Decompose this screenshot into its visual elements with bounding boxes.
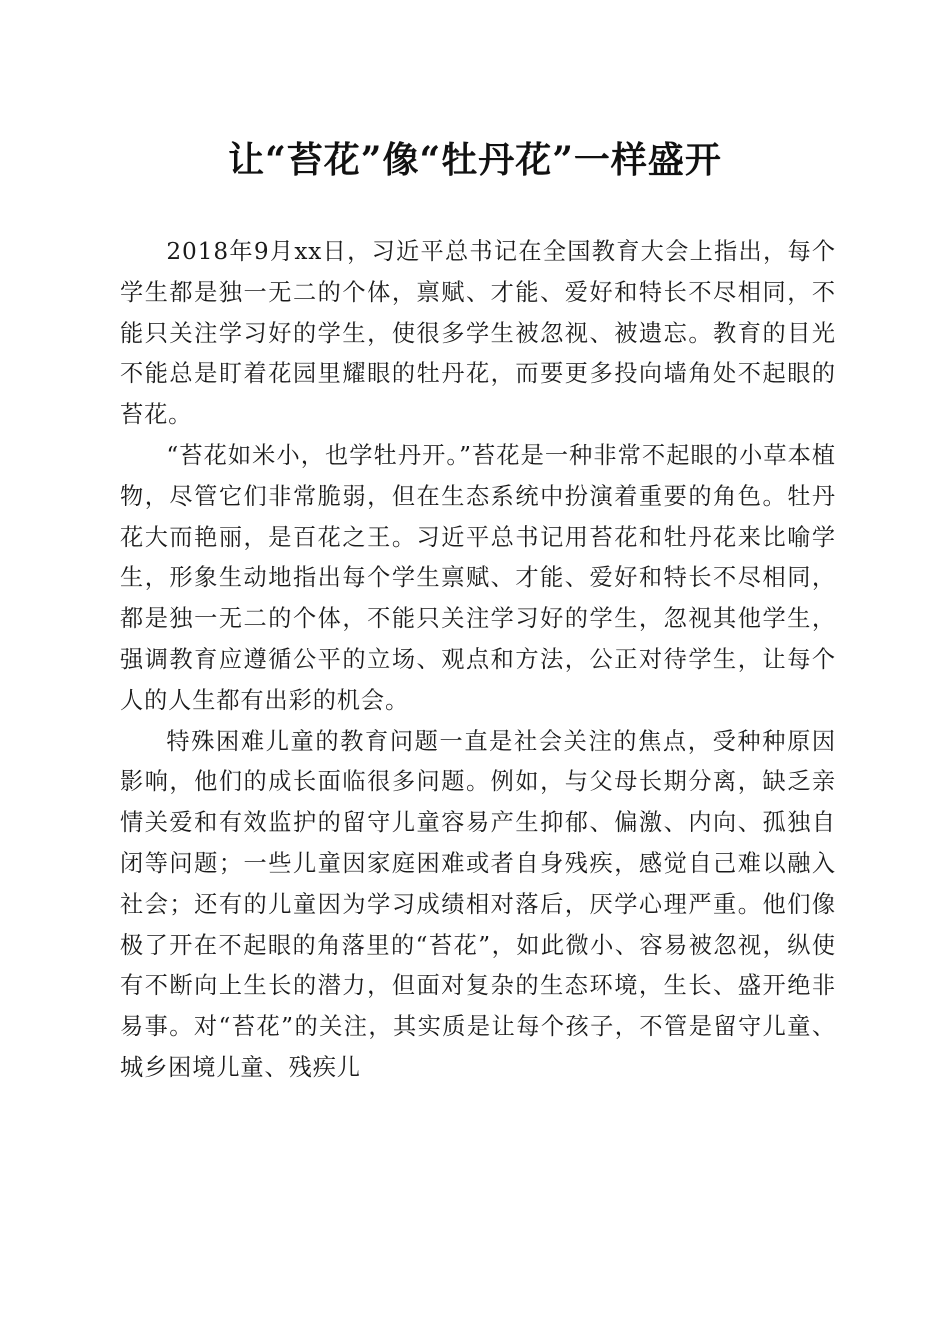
paragraph-3: 特殊困难儿童的教育问题一直是社会关注的焦点，受种种原因影响，他们的成长面临很多问题。例如，与父母长期分离，缺乏亲情关爱和有效监护的留守儿童容易产生抑郁、偏激、内向、孤独自闭等问题；一些儿童因家庭困难或者自身残疾，感觉自己难以融入社会；还有的儿童因为学习成绩相对落后，厌学心理严重。他们像极了开在不起眼的角落里的“苔花”，如此微小、容易被忽视，纵使有不断向上生长的潜力，但面对复杂的生态环境，生长、盛开绝非易事。对“苔花”的关注，其实质是让每个孩子，不管是留守儿童、城乡困境儿童、残疾儿 [120,727,836,1081]
document-title: 让“苔花”像“牡丹花”一样盛开 [228,139,722,181]
document-body [120,232,836,1089]
paragraph-1: 2018年9月xx日，习近平总书记在全国教育大会上指出，每个学生都是独一无二的个体，禀赋、才能、爱好和特长不尽相同，不能只关注学习好的学生，使很多学生被忽视、被遗忘。教育的目光不能总是盯着花园里耀眼的牡丹花，而要更多投向墙角处不起眼的苔花。 [120,238,836,429]
paragraph-2: “苔花如米小，也学牡丹开。”苔花是一种非常不起眼的小草本植物，尽管它们非常脆弱，但在生态系统中扮演着重要的角色。牡丹花大而艳丽，是百花之王。习近平总书记用苔花和牡丹花来比喻学生，形象生动地指出每个学生禀赋、才能、爱好和特长不尽相同，都是独一无二的个体，不能只关注学习好的学生，忽视其他学生，强调教育应遵循公平的立场、观点和方法，公正对待学生，让每个人的人生都有出彩的机会。 [120,441,836,714]
